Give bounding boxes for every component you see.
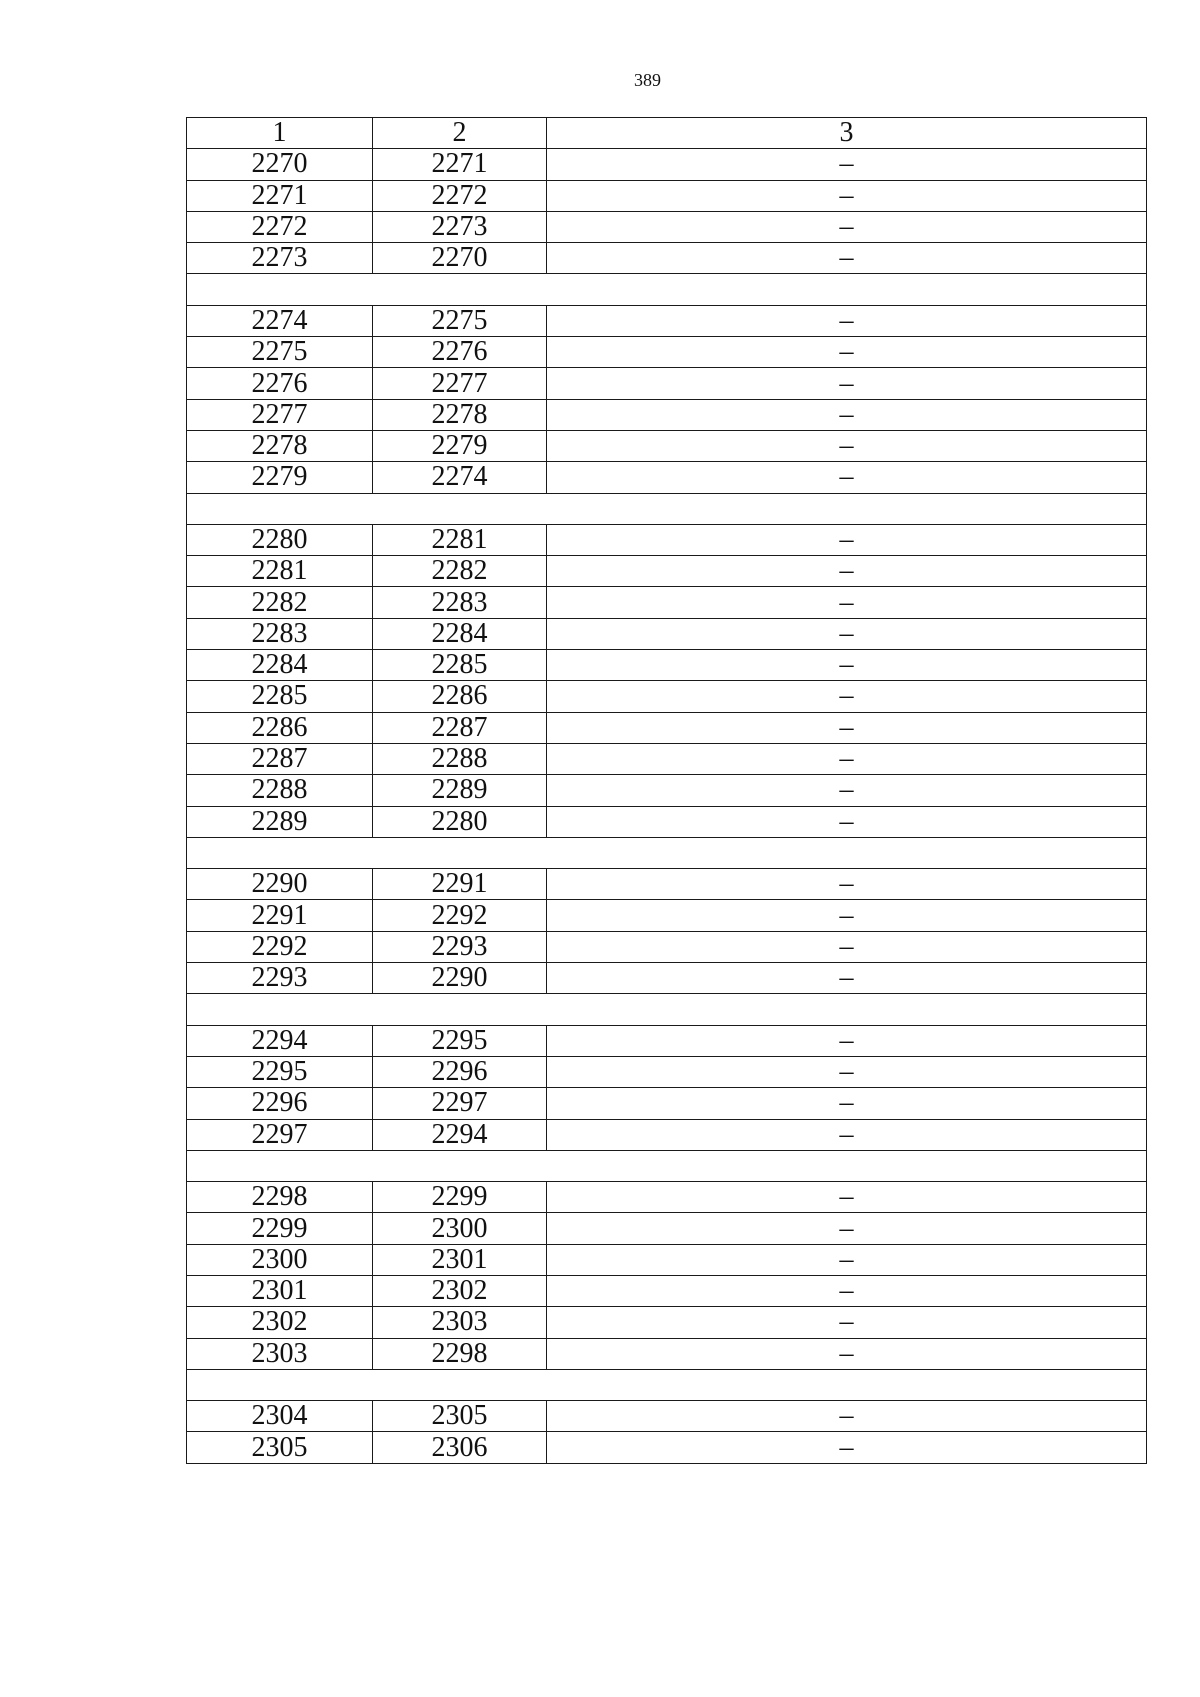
cell-col-3: –	[547, 1213, 1147, 1244]
cell-col-2: 2293	[373, 931, 547, 962]
cell-col-3: –	[547, 1244, 1147, 1275]
cell-col-3: –	[547, 399, 1147, 430]
cell-col-3: –	[547, 211, 1147, 242]
cell-col-2: 2302	[373, 1275, 547, 1306]
cell-col-2: 2279	[373, 430, 547, 461]
cell-col-1: 2285	[187, 681, 373, 712]
cell-col-1: 2277	[187, 399, 373, 430]
cell-col-1: 2292	[187, 931, 373, 962]
table-row	[187, 462, 1147, 493]
cell-col-3: –	[547, 524, 1147, 555]
cell-col-1: 2296	[187, 1088, 373, 1119]
cell-col-1: 2283	[187, 618, 373, 649]
cell-col-1: 2272	[187, 211, 373, 242]
cell-col-1: 2301	[187, 1275, 373, 1306]
cell-col-3: –	[547, 462, 1147, 493]
table-row	[187, 1088, 1147, 1119]
cell-col-2: 2300	[373, 1213, 547, 1244]
cell-col-1: 2273	[187, 243, 373, 274]
cell-col-1: 2275	[187, 337, 373, 368]
cell-col-2: 2296	[373, 1056, 547, 1087]
group-separator-row	[187, 493, 1147, 524]
cell-col-2: 2305	[373, 1401, 547, 1432]
group-separator-row	[187, 994, 1147, 1025]
table-row	[187, 963, 1147, 994]
cell-col-2: 2272	[373, 180, 547, 211]
cell-col-1: 2298	[187, 1182, 373, 1213]
group-separator-row	[187, 274, 1147, 305]
cell-col-2: 2278	[373, 399, 547, 430]
table-body	[187, 118, 1147, 1464]
cell-col-3: –	[547, 1182, 1147, 1213]
cell-col-1: 2303	[187, 1338, 373, 1369]
cell-col-2: 2282	[373, 556, 547, 587]
cell-col-3: –	[547, 149, 1147, 180]
cell-col-2: 2306	[373, 1432, 547, 1463]
table-row	[187, 869, 1147, 900]
cell-col-1: 2305	[187, 1432, 373, 1463]
table-row	[187, 1275, 1147, 1306]
separator-cell	[187, 274, 1147, 305]
table-row	[187, 900, 1147, 931]
cell-col-1: 2291	[187, 900, 373, 931]
cell-col-3: –	[547, 1056, 1147, 1087]
cell-col-1: 2287	[187, 743, 373, 774]
cell-col-3: –	[547, 180, 1147, 211]
cell-col-3: –	[547, 1088, 1147, 1119]
cell-col-2: 2270	[373, 243, 547, 274]
cell-col-2: 2290	[373, 963, 547, 994]
table-row	[187, 399, 1147, 430]
cell-col-2: 2273	[373, 211, 547, 242]
table-row	[187, 368, 1147, 399]
cell-col-2: 2281	[373, 524, 547, 555]
cell-col-1: 2271	[187, 180, 373, 211]
cell-col-3: –	[547, 1275, 1147, 1306]
table-row	[187, 712, 1147, 743]
cell-col-1: 2286	[187, 712, 373, 743]
cell-col-2: 2286	[373, 681, 547, 712]
group-separator-row	[187, 837, 1147, 868]
cell-col-1: 2302	[187, 1307, 373, 1338]
table-row	[187, 775, 1147, 806]
table-row	[187, 650, 1147, 681]
cell-col-1: 2279	[187, 462, 373, 493]
table-row	[187, 1119, 1147, 1150]
cell-col-3: –	[547, 931, 1147, 962]
cell-col-3: –	[547, 1338, 1147, 1369]
cell-col-3: –	[547, 1307, 1147, 1338]
cell-col-2: 2274	[373, 462, 547, 493]
table-row	[187, 1182, 1147, 1213]
cell-col-3: –	[547, 587, 1147, 618]
table-row	[187, 1307, 1147, 1338]
cell-col-3: –	[547, 869, 1147, 900]
table-row	[187, 806, 1147, 837]
cell-col-3: –	[547, 337, 1147, 368]
table-row	[187, 337, 1147, 368]
cell-col-2: 2289	[373, 775, 547, 806]
table-row	[187, 211, 1147, 242]
cell-col-1: 2304	[187, 1401, 373, 1432]
cell-col-1: 2297	[187, 1119, 373, 1150]
table-row	[187, 1401, 1147, 1432]
cell-col-3: –	[547, 556, 1147, 587]
cell-col-3: –	[547, 900, 1147, 931]
header-cell-1: 1	[187, 118, 373, 149]
table-row	[187, 743, 1147, 774]
cell-col-2: 2271	[373, 149, 547, 180]
table-row	[187, 931, 1147, 962]
table-row	[187, 1432, 1147, 1463]
table-row	[187, 180, 1147, 211]
cell-col-2: 2277	[373, 368, 547, 399]
cell-col-1: 2278	[187, 430, 373, 461]
table-row	[187, 524, 1147, 555]
cell-col-2: 2301	[373, 1244, 547, 1275]
cell-col-3: –	[547, 712, 1147, 743]
cell-col-1: 2282	[187, 587, 373, 618]
cell-col-2: 2283	[373, 587, 547, 618]
table-row	[187, 149, 1147, 180]
cell-col-1: 2281	[187, 556, 373, 587]
cell-col-1: 2290	[187, 869, 373, 900]
cell-col-1: 2270	[187, 149, 373, 180]
page-number: 389	[634, 70, 661, 90]
cell-col-2: 2284	[373, 618, 547, 649]
table-row	[187, 556, 1147, 587]
cell-col-2: 2297	[373, 1088, 547, 1119]
cell-col-2: 2294	[373, 1119, 547, 1150]
separator-cell	[187, 493, 1147, 524]
cell-col-3: –	[547, 963, 1147, 994]
table-row	[187, 587, 1147, 618]
cell-col-3: –	[547, 368, 1147, 399]
table-row	[187, 1244, 1147, 1275]
separator-cell	[187, 1150, 1147, 1181]
cell-col-3: –	[547, 1025, 1147, 1056]
cell-col-3: –	[547, 243, 1147, 274]
table-row	[187, 305, 1147, 336]
header-cell-3: 3	[547, 118, 1147, 149]
cell-col-2: 2288	[373, 743, 547, 774]
table-row	[187, 681, 1147, 712]
cell-col-2: 2285	[373, 650, 547, 681]
cell-col-3: –	[547, 618, 1147, 649]
data-table	[186, 117, 1147, 1464]
table-row	[187, 430, 1147, 461]
cell-col-3: –	[547, 806, 1147, 837]
cell-col-2: 2276	[373, 337, 547, 368]
table-row	[187, 618, 1147, 649]
separator-cell	[187, 837, 1147, 868]
cell-col-1: 2276	[187, 368, 373, 399]
cell-col-2: 2299	[373, 1182, 547, 1213]
cell-col-3: –	[547, 1432, 1147, 1463]
table-row	[187, 1338, 1147, 1369]
cell-col-3: –	[547, 1401, 1147, 1432]
cell-col-1: 2294	[187, 1025, 373, 1056]
cell-col-2: 2287	[373, 712, 547, 743]
cell-col-1: 2295	[187, 1056, 373, 1087]
cell-col-1: 2300	[187, 1244, 373, 1275]
header-cell-2: 2	[373, 118, 547, 149]
cell-col-3: –	[547, 650, 1147, 681]
separator-cell	[187, 1369, 1147, 1400]
table-row	[187, 1056, 1147, 1087]
cell-col-1: 2293	[187, 963, 373, 994]
cell-col-3: –	[547, 775, 1147, 806]
cell-col-2: 2295	[373, 1025, 547, 1056]
cell-col-2: 2298	[373, 1338, 547, 1369]
separator-cell	[187, 994, 1147, 1025]
cell-col-2: 2280	[373, 806, 547, 837]
cell-col-1: 2299	[187, 1213, 373, 1244]
cell-col-1: 2280	[187, 524, 373, 555]
cell-col-1: 2288	[187, 775, 373, 806]
cell-col-1: 2284	[187, 650, 373, 681]
cell-col-2: 2291	[373, 869, 547, 900]
cell-col-3: –	[547, 743, 1147, 774]
cell-col-2: 2303	[373, 1307, 547, 1338]
group-separator-row	[187, 1150, 1147, 1181]
cell-col-3: –	[547, 305, 1147, 336]
group-separator-row	[187, 1369, 1147, 1400]
table-row	[187, 1213, 1147, 1244]
table-row	[187, 1025, 1147, 1056]
cell-col-1: 2274	[187, 305, 373, 336]
cell-col-1: 2289	[187, 806, 373, 837]
cell-col-2: 2292	[373, 900, 547, 931]
cell-col-2: 2275	[373, 305, 547, 336]
header-row	[187, 118, 1147, 149]
cell-col-3: –	[547, 681, 1147, 712]
cell-col-3: –	[547, 1119, 1147, 1150]
table-row	[187, 243, 1147, 274]
cell-col-3: –	[547, 430, 1147, 461]
